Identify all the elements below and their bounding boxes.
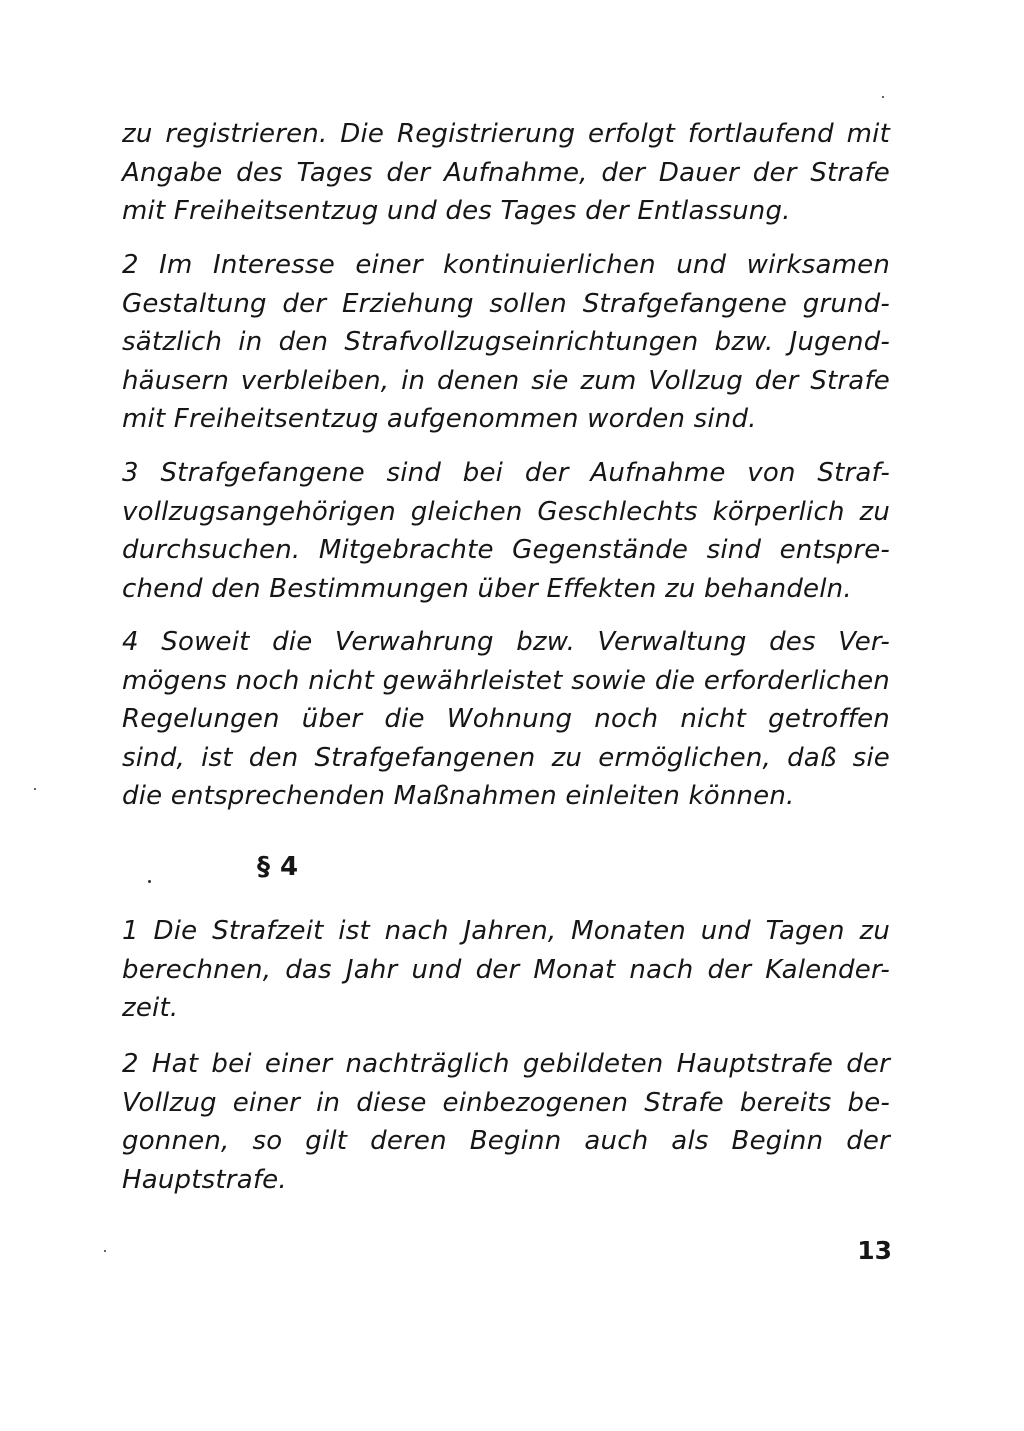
paragraph-continuation — [122, 115, 890, 231]
text-line: berechnen, das Jahr und der Monat nach der Kalender- — [122, 954, 890, 985]
text-line: Hauptstrafe. — [122, 1164, 287, 1195]
text-line: Angabe des Tages der Aufnahme, der Dauer der Strafe — [122, 157, 890, 188]
text-line: 2 Hat bei einer nachträglich gebildeten Hauptstrafe der — [122, 1049, 890, 1079]
text-line: Vollzug einer in diese einbezogenen Strafe bereits be- — [122, 1087, 890, 1118]
paragraph-2 — [122, 246, 890, 439]
scan-speck — [104, 1250, 106, 1252]
section-heading: § 4 — [257, 852, 299, 882]
text-line: zeit. — [122, 993, 179, 1023]
text-line: mit Freiheitsentzug und des Tages der Entlassung. — [122, 196, 791, 226]
paragraph-4 — [122, 623, 890, 816]
text-line: chend den Bestimmungen über Effekten zu behandeln. — [122, 573, 852, 604]
page-number: 13 — [857, 1236, 892, 1265]
text-line: 1 Die Strafzeit ist nach Jahren, Monaten und Tagen zu — [122, 916, 890, 946]
text-line: sind, ist den Strafgefangenen zu ermöglichen, daß sie — [122, 742, 890, 773]
text-line: vollzugsangehörigen gleichen Geschlechts körperlich zu — [122, 496, 890, 527]
text-line: Regelungen über die Wohnung noch nicht getroffen — [122, 704, 890, 734]
paragraph-3 — [122, 454, 890, 608]
text-line: 3 Strafgefangene sind bei der Aufnahme von Straf- — [122, 458, 890, 488]
text-line: die entsprechenden Maßnahmen einleiten können. — [122, 781, 795, 811]
text-line: mit Freiheitsentzug aufgenommen worden sind. — [122, 404, 757, 434]
text-line: 4 Soweit die Verwahrung bzw. Verwaltung des Ver- — [122, 627, 890, 657]
section-paragraph-1 — [122, 912, 890, 1028]
text-line: 2 Im Interesse einer kontinuierlichen und wirksamen — [122, 250, 890, 280]
text-line: mögens noch nicht gewährleistet sowie die erforderlichen — [122, 665, 890, 696]
text-line: Gestaltung der Erziehung sollen Strafgefangene grund- — [122, 288, 890, 319]
text-line: sätzlich in den Strafvollzugseinrichtungen bzw. Jugend- — [122, 327, 890, 357]
text-line: zu registrieren. Die Registrierung erfolgt fortlaufend mit — [122, 119, 890, 149]
text-line: gonnen, so gilt deren Beginn auch als Beginn der — [122, 1126, 890, 1156]
scan-speck — [148, 880, 151, 883]
scan-speck — [882, 96, 884, 98]
section-paragraph-2 — [122, 1045, 890, 1199]
text-line: durchsuchen. Mitgebrachte Gegenstände sind entspre- — [122, 535, 890, 565]
scan-speck — [34, 788, 36, 790]
text-line: häusern verbleiben, in denen sie zum Vollzug der Strafe — [122, 365, 890, 396]
